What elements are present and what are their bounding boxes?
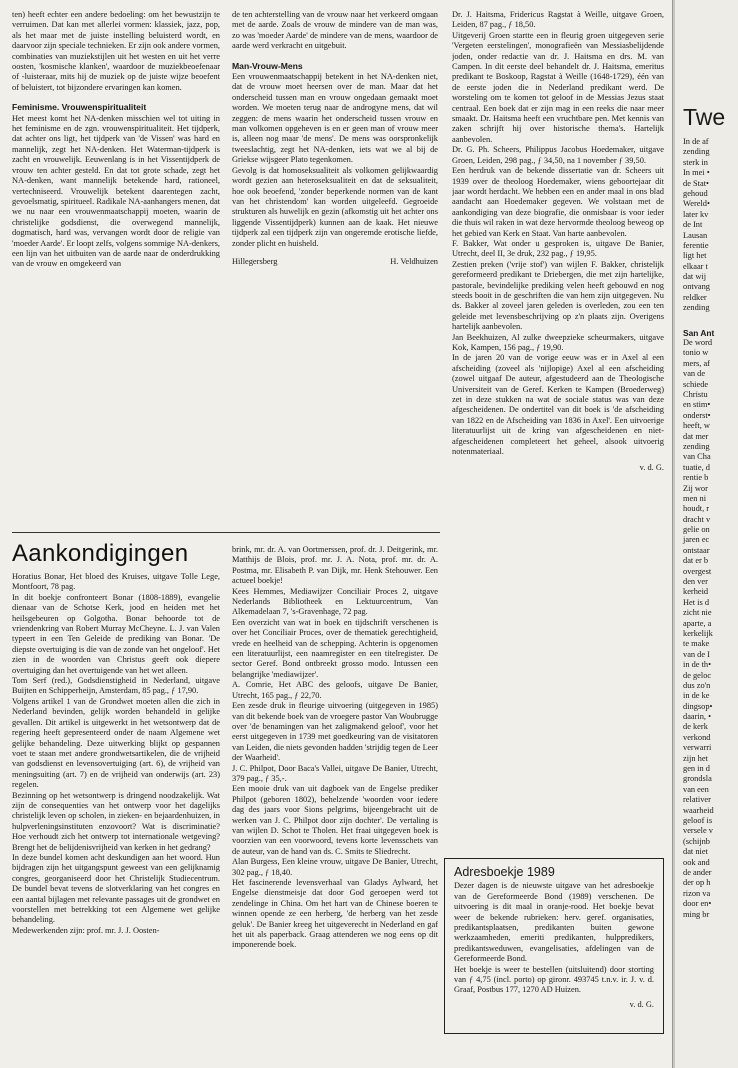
next-page-line: de kerk	[683, 722, 708, 732]
next-page-line: tonio w	[683, 348, 709, 358]
announcement-text: In dit boekje confronteert Bonar (1808-1889), evangelie dienaar van de Schotse Kerk, jood en heiden met het heilsgebeuren op Golgotha. Bonar behoorde tot de vriendenkring van Robert Murray McCheyne. L. J. van Valen typeert in een Ten Geleide de prediking van Bonar. 'De diepste overtuiging is die van de zonde van het ongeloof'. Het zien in de woorden van Christus geeft ook diepere overtuiging dan het overtuigende van het wet alleen.	[12, 592, 220, 675]
column-2-article	[232, 10, 438, 515]
next-page-line: de Int	[683, 220, 703, 230]
signature-place: Hillegersberg	[232, 256, 278, 266]
paragraph: Een vrouwenmaatschappij betekent in het NA-denken niet, dat de vrouw moet heersen over de man. Maar dat het onderscheid tussen man en vrouw ongedaan gemaakt moet worden. We moeten terug naar de androgyne mens, dat wil zeggen: de mens waarin het onderscheid tussen vrouw en man volkomen opgeheven is en er geen man of vrouw meer is, alleen nog maar 'de mens'. De mens was oorspronkelijk tweeslachtig, zegt het NA-denken, iets wat we al bij de Griekse wijsgeer Plato tegenkomen.	[232, 72, 438, 165]
review-text: Een herdruk van de bekende dissertatie van dr. Scheers uit 1939 over de theoloog Hoedemaker, wiens geboortejaar dit jaar wordt herdacht. We hebben een en ander maal in ons blad aandacht aan Hoedemaker gegeven. We volstaan met de aankondiging van deze biografie, die onmisbaar is voor ieder die thuis wil raken in wat deze hervormde theoloog beweog op het gebied van Kerk en Staat. Van harte aanbevolen.	[452, 166, 664, 238]
next-page-line: Zij wor	[683, 483, 708, 493]
next-page-line: rizon va	[683, 888, 711, 898]
next-page-line: zending	[683, 441, 710, 451]
next-page-line: verwarri	[683, 743, 712, 753]
announcement-text: brink, mr. dr. A. van Oortmerssen, prof. dr. J. Deitgerink, mr. Matthijs de Blois, prof. mr. J. A. Nota, prof. mr. dr. A. Postma, mr. Elisabeth P. van Dijk, mr. Henk Stehouwer. Een actueel boekje!	[232, 545, 438, 586]
next-page-line: sterk in	[683, 157, 708, 167]
next-page-line: geloof is	[683, 816, 713, 825]
section-heading: Feminisme. Vrouwenspiritualiteit	[12, 102, 147, 113]
next-page-line: De word	[683, 338, 713, 348]
next-page-line: ferentie	[683, 240, 709, 250]
review-text: Uitgeverij Groen startte een in fleurig groen uitgegeven serie 'Vergeten eerstelingen', monografieën van Messiasbelijdende joden, onder redactie van dr. J. Haitsma en drs. M. van Campen. In dit eerste deel behandelt dr. J. Haitsma, emeritus predikant te Boskoop, Ragstat à Weille (1648-1729), één van de eerste joden die in Nederland predikant werd. De worsteling om te komen tot geloof in de Messias Jezus staat centraal. Een boek dat er zijn mag in een reeks die naar meer smaakt. Dr. Haitsma heeft een vruchtbare pen. Met kennis van zaken schrijft hij over historische thema's. Hartelijk aanbevolen.	[452, 30, 664, 144]
next-page-line: zending	[683, 303, 710, 313]
adresboekje-box	[444, 858, 664, 1034]
next-page-line: dat wij	[683, 272, 707, 282]
next-page-line: later kv	[683, 209, 709, 219]
next-page-line: te make	[683, 639, 710, 649]
announcement-text: In deze bundel komen acht deskundigen aan het woord. Hun bijdragen zijn het uitgangspunt geweest van een gelijknamig congres, georganiseerd door het Christelijk Studiecentrum. De bundel bevat tevens de slotverklaring van het congres en een aantal bijlagen met relevante passages uit de grondwet en voorstellen met betrekking tot een Algemene wet gelijke behandeling.	[12, 852, 220, 925]
column-3-reviews	[452, 10, 664, 830]
next-page-line: (schijnb	[683, 836, 710, 846]
next-page-line: ligt het	[683, 251, 707, 261]
signature	[232, 257, 438, 267]
announcements-title: Aankondigingen	[12, 540, 189, 567]
next-page-line: grondsla	[683, 774, 712, 784]
next-page-line: van de I	[683, 649, 710, 659]
review-text: Zestien preken ('vrije stof') van wijlen F. Bakker, christelijk gereformeerd predikant te Driebergen, die met zijn hartelijke, pastorale, bevindelijke prediking velen heeft gebouwd en nog steeds booit in de geschriften die van hem zijn uitgegeven. Nu ds. Bakker al zoveel jaren geleden is overleden, zou een ten geleide met levensbeschrijving op z'n plaats zijn. Overigens hartelijk aanbevolen.	[452, 259, 664, 332]
next-page-line: kerkelijk	[683, 628, 713, 638]
next-page-line: dat mer	[683, 431, 709, 441]
next-page-line: ook and	[683, 857, 710, 867]
announcement-entry: Kees Hemmes, Mediawijzer Conciliair Proces 2, uitgave Nederlands Bibliotheek en Lektuurcentrum, Van Alkemadelaan 7, 's-Gravenhage, 72 pag.	[232, 586, 438, 617]
review-entry: Jan Beekhuizen, Al zulke dweepzieke scheurmakers, uitgave Kok, Kampen, 156 pag., ƒ 19,90.	[452, 332, 664, 352]
next-page-line: dat niet	[683, 847, 708, 857]
next-page-line: in de th•	[683, 660, 712, 670]
next-page-line: Lausan	[683, 230, 708, 240]
review-entry: Dr. J. Haitsma, Fridericus Ragstat à Weille, uitgave Groen, Leiden, 87 pag., ƒ 18,50.	[452, 10, 664, 30]
next-page-line: gen in d	[683, 764, 710, 774]
review-entry: F. Bakker, Wat onder u gesproken is, uitgave De Banier, Utrecht, deel II, 3e druk, 232 pag., ƒ 19,95.	[452, 238, 664, 259]
next-page-line: heeft, w	[683, 421, 710, 431]
paragraph: Gevolg is dat homoseksualiteit als volkomen gelijkwaardig wordt gezien aan heteroseksualiteit en dat de seksualiteit, hoe ook beoefend, 'zonder beperkende normen van de kant van het christendom' kan worden uitgeleefd. Gegroeide strukturen als huwelijk en gezin (afkomstig uit het achter ons liggende Vissentijdperk) kunnen aan de kaak. Het nieuwe tijdperk zal een tijdperk zijn van ongeremde erotische liefde, zonder plicht en huisheld.	[232, 165, 438, 248]
box-title: Adresboekje 1989	[454, 865, 555, 879]
next-page-line: zijn het	[683, 753, 708, 763]
next-page-line: overgest	[683, 566, 712, 576]
next-page-line: in de ke	[683, 691, 710, 701]
announcements-column-2	[232, 545, 438, 1055]
next-page-line: Christu	[683, 389, 708, 399]
next-page-line: daarin, •	[683, 712, 712, 722]
box-signature: v. d. G.	[629, 999, 654, 1009]
announcement-text: Bezinning op het wetsontwerp is dringend noodzakelijk. Wat zijn de consequenties van het ontwerp voor het dagelijks christelijk leven op scholen, in zieken- en bejaardenhuizen, in hulpverleningsinstituten enzovoort? Wat is discriminatie? Hoe verhoudt zich het ontwerp tot internationale wetgeving? Brengt het de belijdenisvrijheid van kerken in het gedrang?	[12, 790, 220, 852]
announcement-text: Medewerkenden zijn: prof. mr. J. J. Oosten-	[12, 925, 160, 935]
next-page-line	[683, 314, 714, 328]
next-page-line: zending	[683, 147, 710, 157]
announcement-text: Een zesde druk in fleurige uitvoering (uitgegeven in 1985) van dit bekende boek van de vroegere pastor Van Woubrugge over 'de benamingen van het zaligmakend geloof', voor het eerst uitgegeven in 1739 met goedkeuring van de visitatoren van Leiden, die niets gevonden hadden 'strijdig tegen de Leer der Waarheid'.	[232, 701, 438, 763]
column-1-article	[12, 10, 220, 515]
review-text: In de jaren 20 van de vorige eeuw was er in Axel al een afscheiding (zoveel als 'nijlopige) Axel al een afscheiding (zowel uitgaaf De auteur, afgestudeerd aan de Theologische Universiteit van de Geref. Kerken te Kampen (Broederweg) zet in deze stukken na wat de sociale status was van deze afgescheidenen. De ondertitel van dit boek is 'de afscheiding van 1822 en de Afscheiding van 1836 in Axel'. Een uitvoerige literatuurlijst uit de kring van afgescheidenen en niet-afgescheidenen completeert het geheel, alsook uitvoerig notenmateriaal.	[452, 353, 664, 457]
next-page-line: den ver	[683, 577, 708, 587]
next-page-line: van een	[683, 784, 709, 794]
next-page-line: ontstaar	[683, 545, 710, 555]
next-page-line: dracht v	[683, 514, 711, 524]
next-page-line: dus zo'n	[683, 680, 711, 690]
paragraph: Het meest komt het NA-denken misschien wel tot uiting in het feminisme en de zgn. vrouwenspiritualiteit. Het tijdperk, dat achter ons ligt, het tijdperk van 'de Vissen' was hard en mannelijk, zegt het NA-denken. Het Waterman-tijdperk is zacht en vrouwelijk. Eeuwenlang is in het Vissentijdperk de vrouw ten achter gesteld. En dat tot grote schade, zegt het NA-denken, want mannelijk betekende hard, rationeel, vertechniseerd. Vrouwelijk betekent daarentegen zacht, gevoelsmatig, spiritueel. Radikale NA-aanhangers menen, dat we nu naar een vrouwenmaatschappij moeten, waarin de christelijke godsdienst, die overwegend mannelijk, dogmatisch, hard was, vervangen wordt door de religie van 'moeder Aarde'. Er loopt zelfs, volgens sommige NA-denkers, een lijn van het uitbuiten van de aarde naar de onderdrukking van de vrouw en omgekeerd van	[12, 113, 220, 269]
next-page-line: der op h	[683, 878, 711, 888]
next-page-line: aparte, a	[683, 618, 712, 628]
announcement-text: Het fascinerende levensverhaal van Gladys Aylward, het Engelse dienstmeisje dat door God geroepen werd tot zendelinge in China. Om het hart van de Chinese boeren te winnen opende ze een herberg, 'de herberg van het zesde geluk'. De Banier kreeg het uitgeverecht in Nederland en gaf het uit als paperback. Graag attenderen we nog eens op dit imponerende boek.	[232, 878, 438, 950]
paragraph: ten) heeft echter een andere bedoeling: om het bewustzijn te verruimen. Dat kan met allerlei vormen: klassiek, jazz, pop, als het maar met de juiste instelling beluisterd wordt, en daarvoor zijn speciale technieken. Er zijn ook andere vormen, combinaties van muziekstijlen uit het westen en uit het verre oosten, 'kosmische klanken', waardoor de muziekbeoefenaar of -luisteraar, mits hij de muziek op de juiste wijze beoefent of beluistert, tot bijzondere ervaringen kan komen.	[12, 10, 220, 92]
section-heading: Man-Vrouw-Mens	[232, 60, 303, 71]
announcement-text: Volgens artikel 1 van de Grondwet moeten allen die zich in Nederland bevinden, gelijk worden behandeld in gelijke gevallen. Dit artikel is uitgewerkt in het wetsontwerp dat de regering heeft gepresenteerd onder de naam Algemene wet gelijke behandeling. Deze uitwerking blijkt op gespannen voet te staan met andere grondwetsartikelen, die de vrijheid van godsdienst en levensovertuiging (art. 6), de vrijheid van meningsuiting (art. 7) en de vrijheid van onderwijs (art. 23) regelen.	[12, 696, 220, 790]
paragraph: de ten achterstelling van de vrouw naar het verkeerd omgaan met de aarde. Zoals de vrouw de mindere van de man was, zo was 'moeder Aarde' de mindere van de mens, waardoor de aarde werd verkracht en uitgebuit.	[232, 10, 438, 51]
next-page-line: reldker	[683, 292, 707, 302]
next-page-line: onderst•	[683, 410, 711, 420]
next-page-line: rentie b	[683, 473, 709, 483]
announcement-entry: J. C. Philpot, Door Baca's Vallei, uitgave De Banier, Utrecht, 379 pag., ƒ 35,-.	[232, 763, 438, 783]
box-paragraph: Dezer dagen is de nieuwste uitgave van het adresboekje van de Gereformeerde Bond (1989) verschenen. De uitvoering is dit maal in oranje-rood. Het boekje bevat weer de bekende rubrieken: herv. geref. organisaties, predikantsplaatsen, predikanten buiten gewone werkzaamheden, emeriti predikanten, hulppredikers, predikantsweduwen, evangelisaties, afdelingen van de Gereformeerde Bond.	[454, 881, 654, 964]
next-page-line: verkond	[683, 732, 711, 742]
next-page-line: Wereld•	[683, 199, 710, 209]
announcement-text: Een mooie druk van uit dagboek van de Engelse prediker Philpot (geboren 1802), behelzende 'woorden voor iedere dag des jaars voor Sions pelgrims, bijeengebracht uit de werken van J. C. Philpot door zijn dochter'. De vertaling is van wijlen D. Schot te Tholen. Het fraai uitgegeven boek is voorzien van een voorwoord, tevens korte levensschets van de auteur, van de hand van ds. C. Smits te Sliedrecht.	[232, 784, 438, 856]
next-page-line: versele v	[683, 826, 713, 836]
next-page-text	[683, 137, 714, 920]
next-page-line: In mei •	[683, 168, 710, 178]
next-page-line: ontvang	[683, 282, 710, 292]
next-page-line: en stim•	[683, 400, 711, 410]
next-page-line: elkaar t	[683, 261, 708, 271]
announcement-entry: Alan Burgess, Een kleine vrouw, uitgave De Banier, Utrecht, 302 pag., ƒ 18,40.	[232, 857, 438, 877]
next-page-line: Het is d	[683, 597, 710, 607]
next-page-line: waarheid	[683, 805, 714, 815]
next-page-line: In de af	[683, 137, 709, 146]
next-page-line: gelie on	[683, 525, 710, 535]
announcements-column-1	[12, 572, 220, 1052]
announcement-entry: Tom Serf (red.), Godsdienstigheid in Nederland, uitgave Buijten en Schipperheijn, Amsterdam, 85 pag., ƒ 17,90.	[12, 676, 220, 696]
signature: v. d. G.	[639, 463, 664, 473]
next-page-line: door en•	[683, 899, 712, 909]
next-page-line: de ander	[683, 867, 712, 877]
next-page-line: San Ant	[683, 327, 715, 338]
next-page-line: houdt, r	[683, 504, 710, 514]
next-page-line: mers, af	[683, 358, 710, 368]
next-page-line: ming br	[683, 909, 710, 919]
announcement-entry: Horatius Bonar, Het bloed des Kruises, uitgave Tolle Lege, Montfoort, 78 pag.	[12, 572, 220, 592]
next-page-line: kerheid	[683, 587, 709, 597]
next-page-line: gehoud	[683, 188, 708, 198]
review-entry: Dr. G. Ph. Scheers, Philippus Jacobus Hoedemaker, uitgave Groen, Leiden, 298 pag., ƒ 34,50, na 1 november ƒ 39,50.	[452, 145, 664, 165]
next-page-line: de Stat•	[683, 178, 709, 188]
next-page-line: dat er b	[683, 556, 709, 566]
next-page-title: Twe	[683, 104, 726, 130]
next-page-line: van de	[683, 369, 706, 379]
next-page-line: schiede	[683, 379, 709, 389]
next-page-line: van Cha	[683, 452, 711, 462]
next-page-line: men ni	[683, 493, 707, 503]
box-paragraph: Het boekje is weer te bestellen (uitsluitend) door storting van ƒ 4,75 (incl. porto) op gironr. 493745 t.n.v. ir. J. v. d. Graaf, Postbus 177, 1270 AD Huizen.	[454, 964, 654, 995]
next-page-line: tuatie, d	[683, 462, 710, 472]
next-page-line: zicht nie	[683, 608, 712, 618]
announcement-text: Een overzicht van wat in boek en tijdschrift verschenen is over het Conciliair Proces, over de thematiek gerechtigheid, vrede en heelheid van de schepping. Achterin is opgenomen een literatuurlijst, een naamregister en een titelregister. De sector Geref. Bond ontbreekt grosso modo. Intussen een belangrijke 'mediawijzer'.	[232, 617, 438, 679]
next-page-edge	[675, 0, 738, 1068]
next-page-line: relativer	[683, 795, 711, 805]
section-divider	[12, 532, 440, 533]
next-page-line: de geloc	[683, 670, 712, 680]
next-page-line: jaren ec	[683, 535, 710, 545]
signature-name: H. Veldhuizen	[390, 256, 438, 266]
announcement-entry: A. Comrie, Het ABC des geloofs, uitgave De Banier, Utrecht, 165 pag., ƒ 22,70.	[232, 680, 438, 700]
next-page-line: dingsop•	[683, 701, 713, 711]
